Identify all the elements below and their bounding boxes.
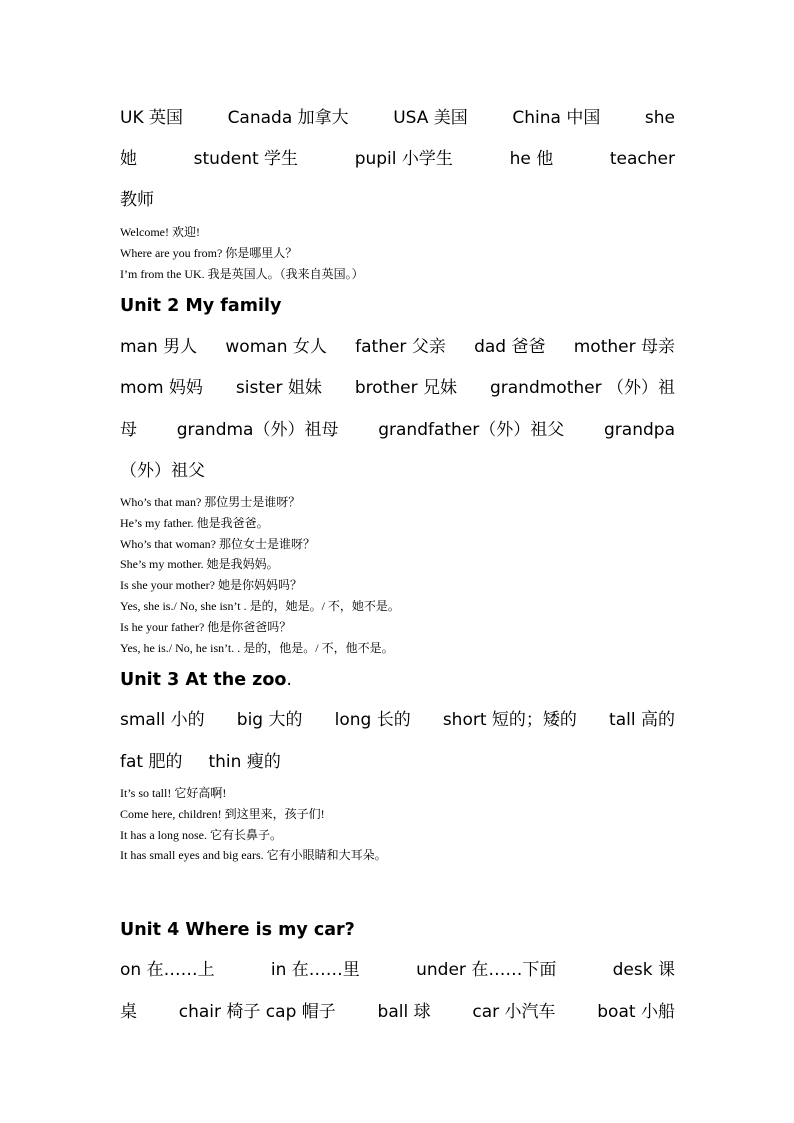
vocab-item: dad 爸爸 <box>474 337 546 357</box>
vocab-item: mother 母亲 <box>573 337 675 357</box>
unit3-heading <box>120 666 292 694</box>
unit1-sentences <box>120 222 680 284</box>
sentence: I’m from the UK. 我是英国人。（我来自英国。） <box>120 266 364 281</box>
vocab-item: chair 椅子 cap 帽子 <box>178 1002 336 1022</box>
vocab-item: short 短的；矮的 <box>442 710 577 730</box>
vocab-item: he 他 <box>509 149 554 169</box>
sentence: Is he your father? 他是你爸爸吗？ <box>120 619 292 634</box>
vocab-item: fat 肥的 <box>120 752 183 772</box>
unit2-vocab-line-4 <box>120 451 675 492</box>
sentence: Welcome! 欢迎! <box>120 225 201 239</box>
vocab-item: 教师 <box>120 190 154 210</box>
vocab-item: China 中国 <box>512 108 601 128</box>
sentence: It’s so tall! 它好高啊! <box>120 786 227 800</box>
unit4-vocab-line-1 <box>120 950 675 991</box>
sentence: Yes, she is./ No, she isn’t . 是的，她是。/ 不，她不是。 <box>120 598 400 613</box>
unit3-vocab-line-2 <box>120 742 675 783</box>
vocab-item: car 小汽车 <box>472 1002 556 1022</box>
unit1-vocab-line-1 <box>120 98 675 139</box>
unit3-heading-text: Unit 3 At the zoo <box>120 670 287 690</box>
unit3-sentences <box>120 783 680 866</box>
sentence: Yes, he is./ No, he isn’t. . 是的，他是。/ 不，他不是。 <box>120 640 394 655</box>
vocab-item: pupil 小学生 <box>354 149 453 169</box>
unit2-heading: Unit 2 My family <box>120 296 282 316</box>
unit4-heading: Unit 4 Where is my car? <box>120 920 355 940</box>
vocab-item: USA 美国 <box>393 108 468 128</box>
vocab-item: grandma（外）祖母 <box>176 420 339 440</box>
sentence: Who’s that woman? 那位女士是谁呀？ <box>120 536 315 551</box>
sentence: Where are you from? 你是哪里人？ <box>120 245 298 260</box>
vocab-item: she <box>644 108 675 128</box>
unit4-vocab-line-2 <box>120 992 675 1033</box>
vocab-item: ball 球 <box>377 1002 431 1022</box>
vocab-item: on 在……上 <box>120 960 215 980</box>
sentence: It has a long nose. 它有长鼻子。 <box>120 827 282 842</box>
vocab-item: 母 <box>120 420 137 440</box>
vocab-item: （外）祖父 <box>120 461 205 481</box>
vocab-item: grandpa <box>604 420 675 440</box>
unit2-vocab-line-3 <box>120 410 675 451</box>
vocab-item: grandmother （外）祖 <box>489 378 675 398</box>
unit2-vocab-line-2 <box>120 368 675 409</box>
vocab-item: under 在……下面 <box>416 960 557 980</box>
vocab-item: father 父亲 <box>355 337 446 357</box>
sentence: It has small eyes and big ears. 它有小眼睛和大耳朵。 <box>120 848 387 863</box>
unit2-sentences <box>120 492 680 658</box>
unit1-vocab-line-2 <box>120 139 675 180</box>
vocab-item: desk 课 <box>612 960 675 980</box>
sentence: Come here, children! 到这里来，孩子们! <box>120 806 325 821</box>
unit3-heading-dot: . <box>286 670 292 690</box>
sentence: He’s my father. 他是我爸爸。 <box>120 515 269 530</box>
vocab-item: Canada 加拿大 <box>227 108 349 128</box>
vocab-item: sister 姐妹 <box>235 378 322 398</box>
vocab-item: big 大的 <box>236 710 303 730</box>
vocab-item: teacher <box>609 149 675 169</box>
vocab-item: man 男人 <box>120 337 198 357</box>
vocab-item: tall 高的 <box>609 710 675 730</box>
vocab-item: 她 <box>120 149 137 169</box>
vocab-item: long 长的 <box>334 710 411 730</box>
vocab-item: in 在……里 <box>270 960 360 980</box>
vocab-item: brother 兄妹 <box>354 378 457 398</box>
vocab-item: 桌 <box>120 1002 137 1022</box>
vocab-item: mom 妈妈 <box>120 378 203 398</box>
unit3-vocab-line-1 <box>120 700 675 741</box>
sentence: Who’s that man? 那位男士是谁呀？ <box>120 495 301 509</box>
vocab-item: UK 英国 <box>120 108 183 128</box>
sentence: Is she your mother? 她是你妈妈吗？ <box>120 578 302 593</box>
vocab-item: thin 瘦的 <box>208 752 281 772</box>
vocab-item: small 小的 <box>120 710 205 730</box>
vocab-item: grandfather（外）祖父 <box>378 420 565 440</box>
sentence: She’s my mother. 她是我妈妈。 <box>120 557 279 572</box>
unit2-vocab-line-1 <box>120 327 675 368</box>
vocab-item: student 学生 <box>193 149 299 169</box>
vocab-item: boat 小船 <box>597 1002 675 1022</box>
unit1-vocab-line-3 <box>120 180 675 221</box>
vocab-item: woman 女人 <box>225 337 327 357</box>
